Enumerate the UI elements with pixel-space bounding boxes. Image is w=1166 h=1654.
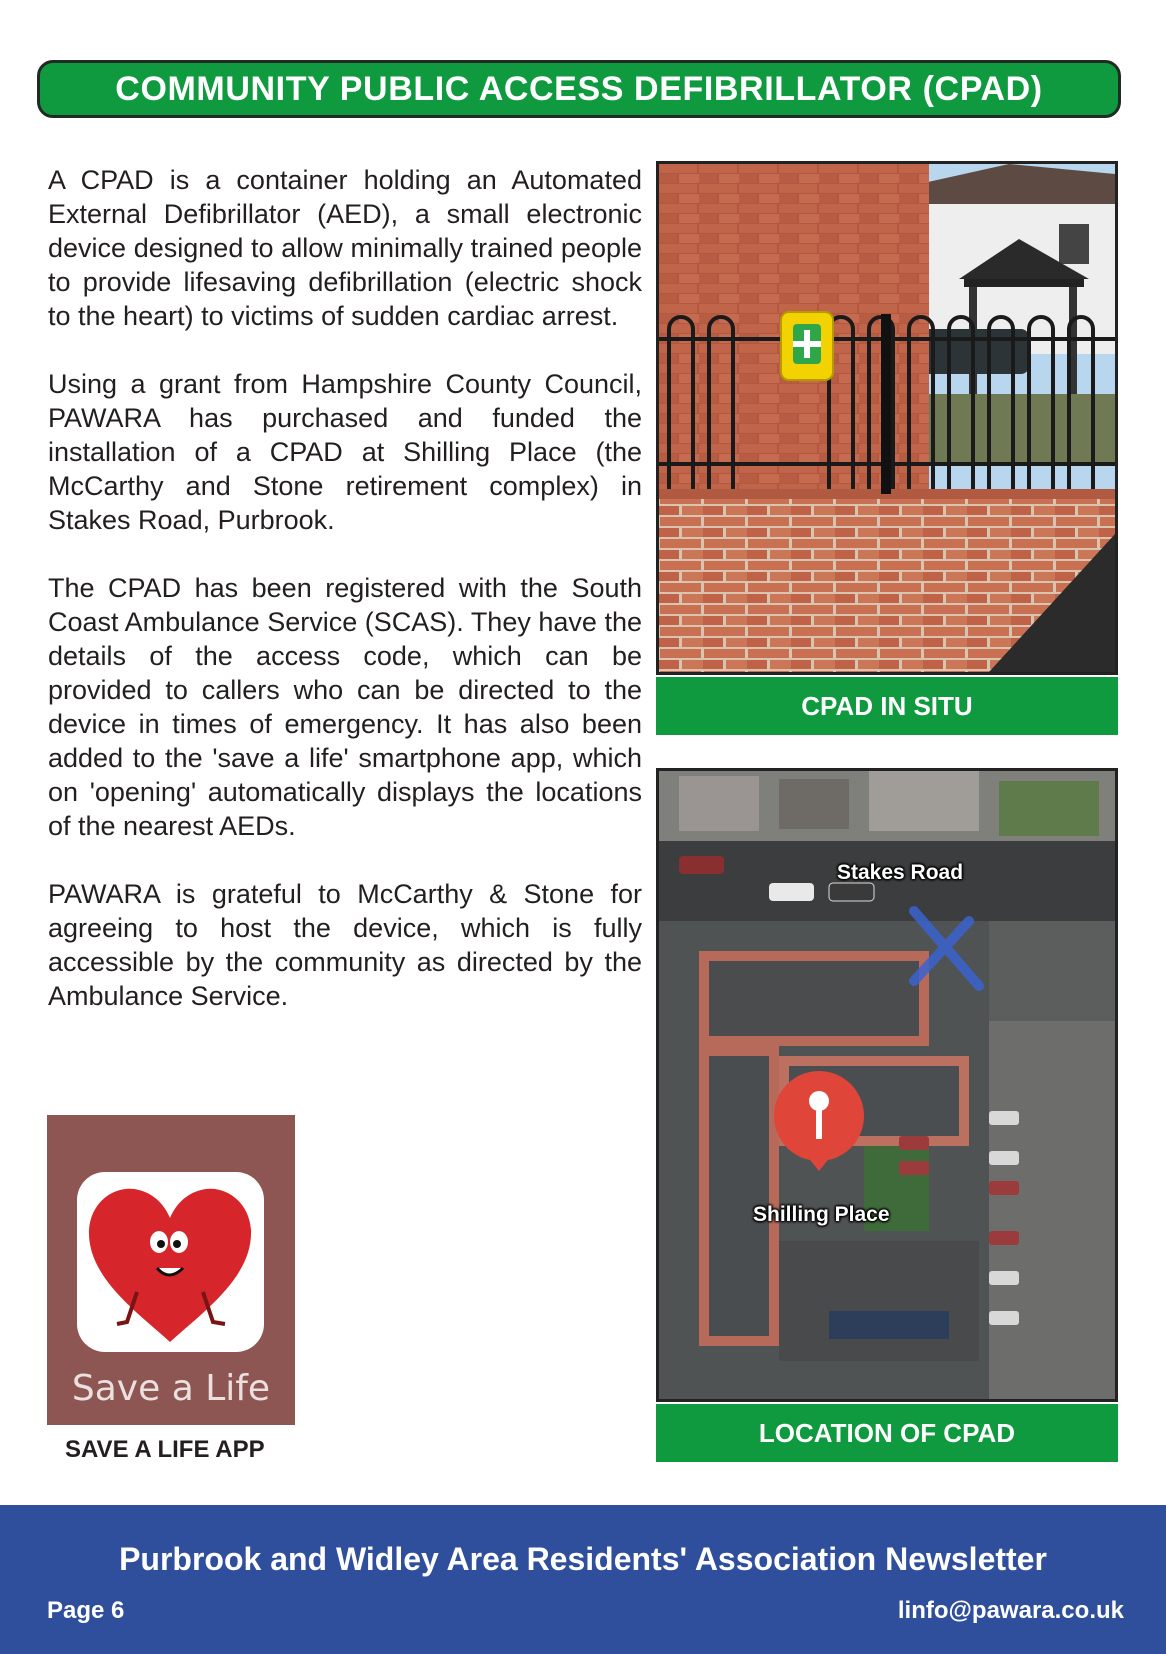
save-a-life-app-icon bbox=[47, 1115, 295, 1425]
app-tile bbox=[77, 1172, 264, 1352]
page-number: Page 6 bbox=[47, 1597, 125, 1624]
article-paragraph: Using a grant from Hampshire County Council, PAWARA has purchased and funded the installation of a CPAD at Shilling Place (the McCarthy and Stone retirement complex) in Stakes Road, Purbrook. bbox=[48, 369, 642, 535]
article-paragraph: The CPAD has been registered with the South Coast Ambulance Service (SCAS). They have the details of the access code, which can be provided to callers who can be directed to the device in times of emergency. It has also been added to the 'save a life' smartphone app, which on 'opening' automatically displays the locations of the nearest AEDs. bbox=[48, 573, 642, 841]
section-title-banner bbox=[37, 60, 1121, 118]
location-map bbox=[656, 768, 1118, 1402]
newsletter-title: Purbrook and Widley Area Residents' Association Newsletter bbox=[119, 1541, 1047, 1577]
newsletter-footer bbox=[0, 1505, 1166, 1654]
map-caption: LOCATION OF CPAD bbox=[656, 1404, 1118, 1462]
section-title: COMMUNITY PUBLIC ACCESS DEFIBRILLATOR (CPAD) bbox=[115, 69, 1043, 108]
map-label-place: Shilling Place bbox=[753, 1203, 890, 1226]
article-paragraph: A CPAD is a container holding an Automated External Defibrillator (AED), a small electronic device designed to allow minimally trained people to provide lifesaving defibrillation (electric shock to the heart) to victims of sudden cardiac arrest. bbox=[48, 165, 642, 331]
heart-icon bbox=[77, 1172, 264, 1352]
map-label-road: Stakes Road bbox=[837, 861, 964, 884]
contact-email: linfo@pawara.co.uk bbox=[897, 1597, 1124, 1624]
photo-caption: CPAD IN SITU bbox=[656, 677, 1118, 735]
app-name: Save a Life bbox=[71, 1368, 271, 1409]
app-caption: SAVE A LIFE APP bbox=[65, 1436, 265, 1463]
article-paragraph: PAWARA is grateful to McCarthy & Stone for agreeing to host the device, which is fully accessible by the community as directed by the Ambulance Service. bbox=[48, 879, 642, 1011]
cpad-photo bbox=[656, 161, 1118, 675]
article-body bbox=[48, 163, 642, 1047]
cpad-photo-illustration bbox=[659, 164, 1115, 672]
